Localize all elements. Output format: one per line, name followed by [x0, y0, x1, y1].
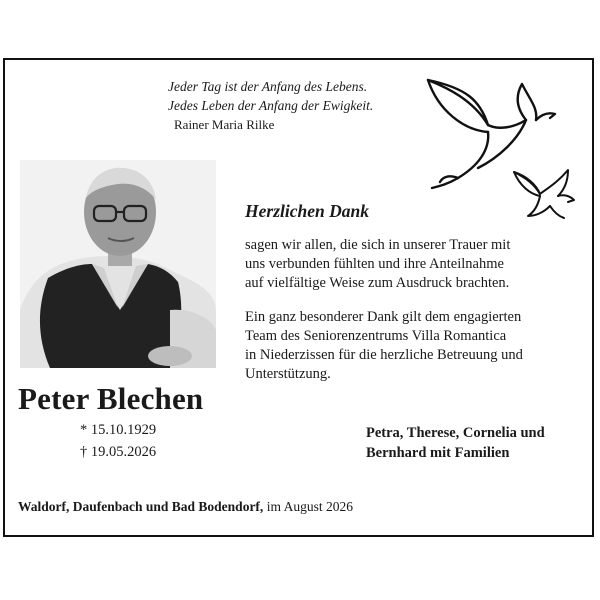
paragraph-2-line: Unterstützung.: [245, 366, 331, 382]
paragraph-1-line: uns verbunden fühlten und ihre Anteilnahme: [245, 256, 504, 272]
doves-icon: [418, 70, 588, 230]
death-date: † 19.05.2026: [80, 444, 157, 460]
signers-line: Petra, Therese, Cornelia und: [366, 425, 545, 441]
birth-date: * 15.10.1929: [80, 422, 157, 438]
paragraph-2-line: Team des Seniorenzentrums Villa Romantica: [245, 328, 507, 344]
rilke-quote: [168, 77, 373, 134]
paragraph-2-line: in Niederzissen für die herzliche Betreuung und: [245, 347, 523, 363]
thanks-paragraph-2: [245, 308, 523, 384]
footer: [18, 499, 353, 515]
quote-author: Rainer Maria Rilke: [174, 117, 275, 132]
life-dates: [80, 419, 156, 463]
signers: [366, 423, 545, 463]
paragraph-1-line: auf vielfältige Weise zum Ausdruck brachten.: [245, 275, 510, 291]
deceased-name: Peter Blechen: [18, 381, 204, 416]
paragraph-2-line: Ein ganz besonderer Dank gilt dem engagierten: [245, 309, 522, 325]
portrait-photo: [20, 160, 216, 368]
thanks-heading: Herzlichen Dank: [245, 201, 369, 221]
signers-line: Bernhard mit Familien: [366, 445, 510, 461]
paragraph-1-line: sagen wir allen, die sich in unserer Trauer mit: [245, 237, 511, 253]
quote-line-1: Jeder Tag ist der Anfang des Lebens.: [168, 79, 368, 94]
footer-date: im August 2026: [266, 499, 353, 514]
quote-line-2: Jedes Leben der Anfang der Ewigkeit.: [168, 98, 374, 113]
thanks-paragraph-1: [245, 236, 510, 293]
footer-places: Waldorf, Daufenbach und Bad Bodendorf,: [18, 499, 264, 514]
